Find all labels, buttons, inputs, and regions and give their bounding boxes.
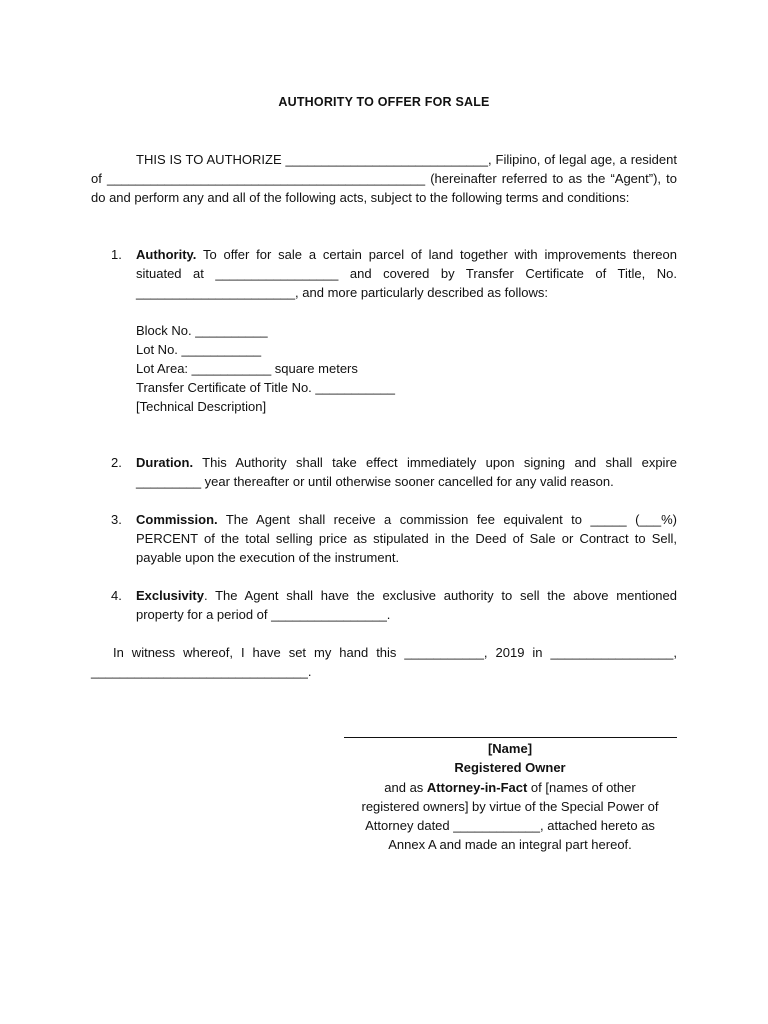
- list-item-text: The Agent shall receive a commission fee equivalent to _____ (___%) PERCENT of the total selling price as stipulated in the Deed of Sale or Contract to Sell, payable upon the execution of the instrument.: [136, 512, 677, 566]
- list-item-heading: Commission.: [136, 512, 218, 527]
- list-item-number: 2.: [111, 455, 122, 470]
- list-item-duration: [111, 453, 677, 491]
- document-title: AUTHORITY TO OFFER FOR SALE: [278, 95, 490, 109]
- tct-no: Transfer Certificate of Title No. ___________: [136, 380, 395, 396]
- block-no: Block No. __________: [136, 323, 268, 338]
- intro-text: THIS IS TO AUTHORIZE ____________________________, Filipino, of legal age, a resident of ____________________________________________ (hereinafter referred to as the “Agent”), to do and perform any and all of the following acts, subject to the following terms and conditions:: [91, 152, 677, 205]
- signatory-name: [Name]: [487, 741, 533, 756]
- signature-line-5: Attorney dated ____________, attached hereto as: [365, 818, 655, 834]
- technical-description: [Technical Description]: [136, 399, 267, 415]
- list-item-commission: [111, 510, 677, 568]
- witness-text: In witness whereof, I have set my hand this ___________, 2019 in _________________, ______________________________.: [91, 645, 677, 679]
- lot-area: Lot Area: ___________ square meters: [136, 361, 358, 377]
- list-item-exclusivity: [111, 586, 677, 624]
- signature-line-4: registered owners] by virtue of the Special Power of: [361, 798, 659, 814]
- signature-line: [344, 737, 677, 738]
- list-item-number: 4.: [111, 588, 122, 603]
- signatory-role: Registered Owner: [454, 760, 566, 776]
- lot-no: Lot No. ___________: [136, 342, 262, 358]
- intro-paragraph: [91, 150, 677, 207]
- signature-line-6: Annex A and made an integral part hereof.: [388, 837, 632, 853]
- witness-paragraph: [91, 643, 677, 681]
- list-item-heading: Authority.: [136, 247, 197, 262]
- signature-block: [330, 739, 690, 855]
- list-item-text: This Authority shall take effect immediately upon signing and shall expire _________ year thereafter or until otherwise sooner cancelled for any valid reason.: [136, 455, 677, 490]
- list-item-heading: Exclusivity: [136, 588, 204, 603]
- list-item-text: To offer for sale a certain parcel of land together with improvements thereon situated at _________________ and covered by Transfer Certificate of Title, No. ______________________, and more particularly described as follows:: [136, 247, 677, 301]
- list-item-text: . The Agent shall have the exclusive authority to sell the above mentioned property for a period of ________________.: [136, 588, 677, 623]
- property-details: [136, 321, 395, 416]
- list-item-number: 3.: [111, 512, 122, 527]
- list-item-number: 1.: [111, 247, 122, 262]
- list-item-heading: Duration.: [136, 455, 194, 470]
- signature-line-3: and as Attorney-in-Fact of [names of other: [384, 779, 636, 795]
- list-item-authority: [111, 245, 677, 303]
